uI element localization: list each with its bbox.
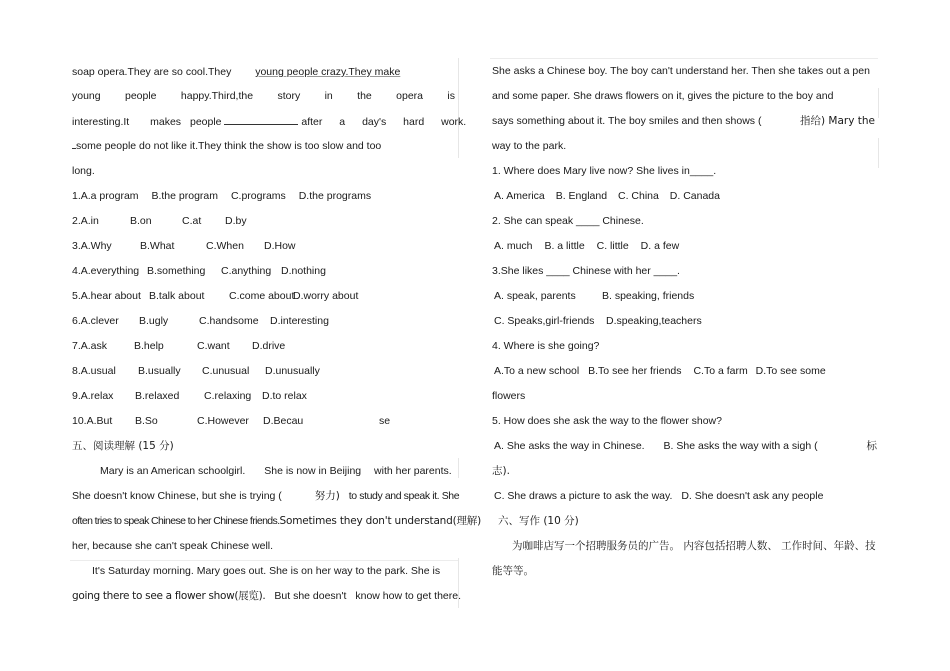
option-row	[494, 239, 679, 253]
passage-text: says something about it. The boy smiles and then shows (	[492, 115, 762, 127]
answer-blank	[224, 114, 298, 125]
question	[492, 339, 599, 353]
passage-line	[72, 64, 400, 79]
passage-line	[72, 164, 95, 178]
passage-text: She asks a Chinese boy. The boy can't understand her. Then she takes out a pen	[492, 65, 870, 77]
option-row	[72, 389, 307, 403]
option-row	[72, 289, 358, 303]
option: D.worry about	[293, 290, 359, 302]
section-heading	[72, 439, 174, 453]
option: C.To a farm	[693, 365, 748, 377]
prompt-text: 为咖啡店写一个招聘服务员的广告。 内容包括招聘人数、 工作时间、年龄、技	[512, 540, 876, 552]
section-heading	[498, 514, 579, 528]
passage-text: some people do not like it.They think the show is too slow and too	[76, 140, 382, 152]
question	[492, 414, 722, 428]
passage-word: interesting.It	[72, 116, 130, 128]
section-title: 六、写作 (10 分)	[498, 515, 579, 527]
passage-word: after	[301, 116, 323, 128]
passage-word: people	[189, 116, 222, 128]
passage-text: going there to see a flower show(展览).	[72, 590, 266, 602]
option: 6.A.clever	[72, 315, 119, 327]
option: D.interesting	[270, 315, 329, 327]
passage-text: and some paper. She draws flowers on it, gives the picture to the boy and	[492, 90, 834, 102]
option: D. a few	[640, 240, 680, 252]
passage-text: to study and speak it. She	[348, 490, 460, 502]
passage-line	[492, 64, 870, 78]
passage-word: opera	[396, 90, 423, 102]
option: 标	[866, 440, 877, 452]
option: C.at	[182, 215, 202, 227]
option: C. She draws a picture to ask the way.	[494, 490, 673, 502]
scan-line	[70, 560, 458, 561]
option: D.the programs	[298, 190, 372, 202]
passage-text: young people crazy.They make	[255, 66, 401, 78]
passage-text: long.	[72, 165, 95, 177]
option: flowers	[492, 390, 526, 402]
option: D.to relax	[262, 390, 307, 402]
passage-text: Sometimes they don't understand(理解)	[279, 515, 481, 527]
option: 3.A.Why	[72, 240, 112, 252]
passage-text: soap opera.They are so cool.They	[72, 66, 232, 78]
scan-line	[490, 58, 878, 59]
reading-line	[72, 489, 460, 503]
option: C. Speaks,girl-friends	[494, 315, 595, 327]
option: D.nothing	[281, 265, 326, 277]
option: B. a little	[544, 240, 585, 252]
option: 2.A.in	[72, 215, 99, 227]
passage-word: day's	[362, 116, 387, 128]
option: D.speaking,teachers	[606, 315, 702, 327]
option: 志).	[492, 465, 510, 477]
option: A.To a new school	[494, 365, 580, 377]
option: B.So	[135, 415, 158, 427]
option: B.What	[140, 240, 175, 252]
option: 10.A.But	[72, 415, 113, 427]
option: B.usually	[138, 365, 181, 377]
option: D.drive	[252, 340, 286, 352]
option-row	[494, 364, 826, 378]
option-row	[494, 489, 823, 503]
option: A. much	[494, 240, 533, 252]
option: C.come about	[229, 290, 295, 302]
option: B.the program	[151, 190, 219, 202]
option: C.want	[197, 340, 230, 352]
passage-word: work.	[441, 116, 467, 128]
passage-word: young	[72, 90, 101, 102]
question	[492, 214, 644, 228]
option-row	[494, 314, 702, 328]
passage-line	[72, 114, 467, 129]
writing-prompt	[492, 564, 534, 578]
reading-line	[100, 464, 455, 478]
question	[492, 164, 716, 178]
option: C.programs	[230, 190, 286, 202]
option: D.How	[264, 240, 296, 252]
option: B. She asks the way with a sigh (	[663, 440, 818, 452]
option: C.unusual	[202, 365, 250, 377]
option-row	[72, 189, 371, 203]
passage-text: Mary is an American schoolgirl.	[100, 465, 246, 477]
option-row	[494, 439, 877, 453]
option: C.When	[206, 240, 244, 252]
passage-word: story	[277, 90, 301, 102]
option: C.anything	[221, 265, 272, 277]
question-text: 1. Where does Mary live now? She lives in____.	[492, 165, 717, 177]
option-row	[72, 264, 326, 278]
passage-text: often tries to speak Chinese to her Chinese friends.	[72, 515, 280, 527]
passage-word: is	[447, 90, 455, 102]
option-row	[492, 464, 510, 478]
option: B.relaxed	[135, 390, 180, 402]
passage-text: 指给) Mary the	[799, 115, 875, 127]
passage-line	[492, 89, 833, 103]
option: B. England	[555, 190, 608, 202]
scan-line	[878, 88, 879, 118]
option: C.However	[197, 415, 249, 427]
passage-word: happy.Third,the	[180, 90, 254, 102]
option: 7.A.ask	[72, 340, 108, 352]
option: 4.A.everything	[72, 265, 140, 277]
option: D. She doesn't ask any people	[681, 490, 824, 502]
passage-line	[492, 139, 566, 153]
passage-text: with her parents.	[374, 465, 452, 477]
option-row	[72, 339, 285, 353]
option: 8.A.usual	[72, 365, 116, 377]
option: B.talk about	[149, 290, 205, 302]
option: B.To see her friends	[588, 365, 682, 377]
option: C.handsome	[199, 315, 259, 327]
reading-line	[92, 564, 440, 578]
section-title: 五、阅读理解 (15 分)	[72, 440, 174, 452]
option: B.something	[147, 265, 206, 277]
option: A. She asks the way in Chinese.	[494, 440, 645, 452]
option: C.relaxing	[204, 390, 252, 402]
passage-text: She doesn't know Chinese, but she is trying (	[72, 490, 282, 502]
passage-line	[72, 89, 455, 103]
option: C. little	[596, 240, 629, 252]
passage-text: way to the park.	[492, 140, 567, 152]
passage-word: a	[339, 116, 346, 128]
question-text: 5. How does she ask the way to the flower show?	[492, 415, 722, 427]
scan-line	[458, 58, 459, 158]
passage-text: know how to get there.	[355, 590, 462, 602]
option: B. speaking, friends	[602, 290, 695, 302]
option: D.To see some	[755, 365, 826, 377]
passage-text: She is now in Beijing	[264, 465, 362, 477]
option-row	[72, 314, 329, 328]
option: B.on	[130, 215, 152, 227]
option: A. speak, parents	[494, 290, 576, 302]
passage-word: people	[124, 90, 157, 102]
option-row	[72, 239, 296, 253]
option: D.Becau	[263, 415, 304, 427]
question-text: 2. She can speak ____ Chinese.	[492, 215, 644, 227]
passage-line	[72, 139, 381, 153]
question-text: 3.She likes ____ Chinese with her ____.	[492, 265, 680, 277]
passage-word: in	[324, 90, 333, 102]
scan-line	[458, 458, 459, 478]
reading-line	[72, 539, 273, 553]
question-text: 4. Where is she going?	[492, 340, 600, 352]
option-row	[72, 364, 320, 378]
prompt-text: 能等等。	[492, 565, 534, 577]
option: 1.A.a program	[72, 190, 139, 202]
option-row	[492, 389, 525, 403]
passage-text: But she doesn't	[274, 590, 347, 602]
option: D. Canada	[669, 190, 720, 202]
option-row	[72, 414, 402, 428]
passage-word: makes	[150, 116, 182, 128]
reading-line	[72, 589, 462, 603]
question	[492, 264, 680, 278]
option: 9.A.relax	[72, 390, 114, 402]
reading-line	[72, 514, 481, 528]
writing-prompt	[512, 539, 876, 553]
option: D.by	[225, 215, 247, 227]
passage-word: hard	[403, 116, 425, 128]
option: B.ugly	[139, 315, 169, 327]
passage-text: 努力)	[314, 490, 340, 502]
scan-line	[878, 138, 879, 168]
option: B.help	[134, 340, 164, 352]
passage-text: her, because she can't speak Chinese well.	[72, 540, 274, 552]
passage-line	[492, 114, 875, 128]
option-row	[494, 189, 720, 203]
option-row	[72, 214, 247, 228]
passage-text: It's Saturday morning. Mary goes out. She is on her way to the park. She is	[92, 565, 441, 577]
option: 5.A.hear about	[72, 290, 141, 302]
option: A. America	[494, 190, 545, 202]
option: D.unusually	[265, 365, 320, 377]
option: C. China	[618, 190, 659, 202]
option-row	[494, 289, 694, 303]
option: se	[379, 415, 391, 427]
passage-word: the	[357, 90, 372, 102]
